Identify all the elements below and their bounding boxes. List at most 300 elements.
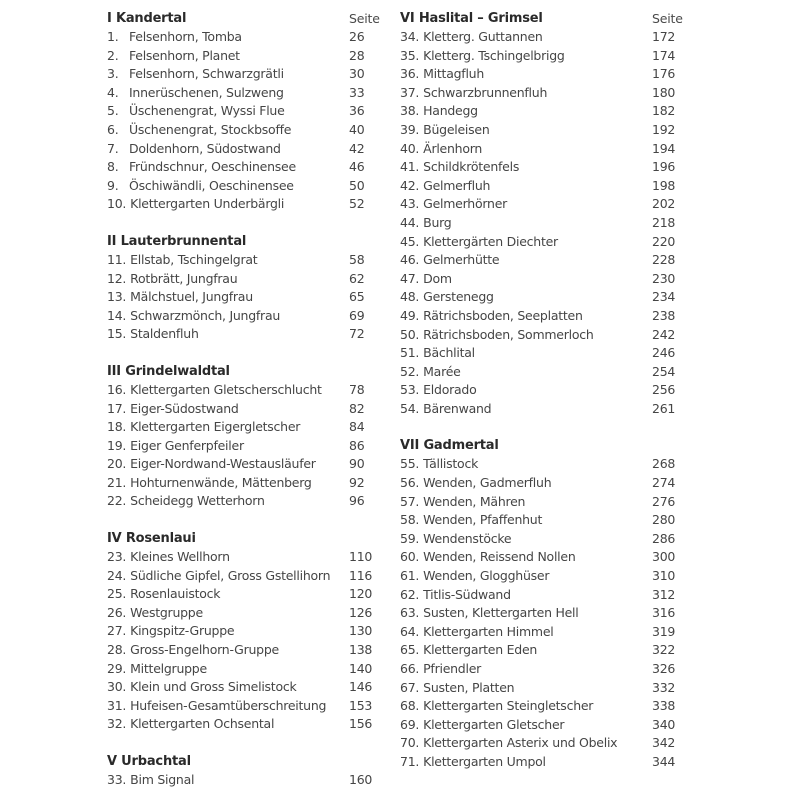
entry-title: Klettergarten Underbärgli	[130, 196, 285, 212]
toc-entry[interactable]	[400, 455, 690, 474]
entry-title: Eldorado	[423, 382, 477, 398]
entry-number: 46.	[400, 252, 420, 268]
entry-title: Fründschnur, Oeschinensee	[129, 159, 296, 175]
toc-entry[interactable]	[107, 158, 377, 177]
entry-page-number: 78	[349, 381, 365, 397]
toc-entry[interactable]	[107, 660, 377, 679]
section-title: III Grindelwaldtal	[107, 363, 230, 379]
toc-section-ii-lauterbrunnental	[107, 232, 377, 344]
toc-entry[interactable]	[107, 140, 377, 159]
toc-entry[interactable]	[107, 288, 377, 307]
entry-page-number: 153	[349, 697, 373, 713]
entry-title: Marée	[423, 363, 461, 379]
entry-number: 49.	[400, 307, 420, 323]
toc-entry[interactable]	[400, 214, 690, 233]
entry-title: Klettergarten Asterix und Obelix	[423, 735, 618, 751]
entry-title: Klettergarten Steingletscher	[423, 698, 594, 714]
entry-number: 9.	[107, 177, 119, 193]
entry-page-number: 176	[652, 66, 676, 82]
toc-section-v-urbachtal	[107, 752, 377, 790]
entry-page-number: 198	[652, 177, 676, 193]
toc-entry[interactable]	[107, 622, 377, 641]
entry-title: Mälchstuel, Jungfrau	[130, 289, 253, 305]
entry-number: 30.	[107, 679, 127, 695]
toc-entry[interactable]	[400, 660, 690, 679]
toc-entry[interactable]	[400, 493, 690, 512]
toc-entry[interactable]	[400, 567, 690, 586]
entry-page-number: 36	[349, 103, 365, 119]
entry-page-number: 30	[349, 66, 365, 82]
toc-entry[interactable]	[107, 381, 377, 400]
entry-title: Wenden, Mähren	[423, 493, 526, 509]
entry-number: 2.	[107, 47, 119, 63]
entry-title: Kingspitz-Gruppe	[130, 623, 235, 639]
entry-page-number: 62	[349, 270, 365, 286]
entry-page-number: 218	[652, 214, 676, 230]
entry-page-number: 126	[349, 604, 373, 620]
toc-entry[interactable]	[107, 641, 377, 660]
toc-entry[interactable]	[107, 400, 377, 419]
entry-page-number: 300	[652, 549, 676, 565]
entry-number: 44.	[400, 214, 420, 230]
section-gap	[107, 344, 377, 362]
entry-number: 4.	[107, 84, 119, 100]
entry-number: 68.	[400, 698, 420, 714]
entry-title: Wenden, Pfaffenhut	[423, 512, 543, 528]
toc-entry[interactable]	[400, 344, 690, 363]
entry-page-number: 92	[349, 474, 365, 490]
entry-page-number: 120	[349, 586, 373, 602]
toc-entry[interactable]	[107, 307, 377, 326]
toc-entry[interactable]	[107, 177, 377, 196]
entry-number: 65.	[400, 642, 420, 658]
section-heading	[107, 362, 377, 381]
toc-entry[interactable]	[400, 753, 690, 772]
entry-page-number: 180	[652, 84, 676, 100]
section-heading	[107, 9, 380, 28]
entry-number: 71.	[400, 753, 420, 769]
toc-entry[interactable]	[107, 585, 377, 604]
toc-entry[interactable]	[107, 437, 377, 456]
entry-page-number: 138	[349, 642, 373, 658]
entry-title: Bim Signal	[130, 772, 195, 787]
entry-page-number: 130	[349, 623, 373, 639]
toc-entry[interactable]	[400, 530, 690, 549]
page-column-label: Seite	[349, 11, 380, 26]
entry-title: Susten, Platten	[423, 679, 515, 695]
entry-title: Öschiwändli, Oeschinensee	[129, 177, 294, 193]
entry-page-number: 310	[652, 568, 676, 584]
entry-page-number: 332	[652, 679, 676, 695]
entry-title: Handegg	[423, 103, 478, 119]
entry-page-number: 182	[652, 103, 676, 119]
page-column-label: Seite	[652, 11, 683, 26]
entry-page-number: 84	[349, 419, 365, 435]
toc-entry[interactable]	[400, 233, 690, 252]
entry-page-number: 242	[652, 326, 676, 342]
entry-page-number: 196	[652, 159, 676, 175]
entry-title: Gelmerhütte	[423, 252, 500, 268]
entry-page-number: 110	[349, 549, 373, 565]
entry-number: 60.	[400, 549, 420, 565]
toc-entry[interactable]	[400, 270, 690, 289]
entry-number: 5.	[107, 103, 119, 119]
entry-title: Eiger-Südostwand	[130, 400, 239, 416]
toc-section-vii-gadmertal	[400, 436, 690, 771]
toc-section-vi-haslital-grimsel	[400, 9, 690, 418]
entry-title: Bächlital	[423, 345, 475, 361]
entry-title: Klettergarten Gletscher	[423, 716, 565, 732]
toc-entry[interactable]	[400, 381, 690, 400]
entry-page-number: 72	[349, 326, 365, 342]
entry-page-number: 172	[652, 29, 676, 44]
entry-number: 38.	[400, 103, 420, 119]
toc-entry[interactable]	[400, 474, 690, 493]
section-heading	[107, 232, 377, 251]
entry-page-number: 174	[652, 47, 676, 63]
entry-page-number: 344	[652, 753, 676, 769]
entry-page-number: 280	[652, 512, 676, 528]
toc-entry[interactable]	[400, 177, 690, 196]
toc-entry[interactable]	[107, 548, 377, 567]
toc-entry[interactable]	[400, 641, 690, 660]
entry-title: Pfriendler	[423, 661, 482, 676]
entry-title: Staldenfluh	[130, 326, 199, 342]
entry-page-number: 26	[349, 29, 365, 44]
entry-title: Klein und Gross Simelistock	[130, 679, 297, 695]
entry-number: 43.	[400, 196, 420, 212]
toc-section-iv-rosenlaui	[107, 529, 377, 734]
entry-title: Innerüschenen, Sulzweng	[129, 84, 284, 100]
entry-title: Klettergarten Ochsental	[130, 716, 275, 732]
section-heading	[400, 9, 690, 28]
entry-title: Klettergarten Gletscherschlucht	[130, 381, 322, 397]
toc-entry[interactable]	[400, 400, 690, 419]
entry-page-number: 28	[349, 47, 365, 63]
entry-number: 12.	[107, 270, 127, 286]
entry-title: Hohturnenwände, Mättenberg	[130, 474, 312, 490]
entry-title: Schildkrötenfels	[423, 159, 520, 175]
entry-title: Westgruppe	[130, 604, 203, 620]
entry-number: 53.	[400, 382, 420, 398]
entry-number: 6.	[107, 121, 119, 137]
entry-page-number: 228	[652, 252, 676, 268]
entry-page-number: 319	[652, 623, 676, 639]
entry-page-number: 338	[652, 698, 676, 714]
entry-title: Gelmerfluh	[423, 177, 491, 193]
entry-number: 10.	[107, 196, 127, 212]
entry-title: Klettergarten Umpol	[423, 753, 546, 769]
entry-number: 31.	[107, 697, 127, 713]
entry-number: 59.	[400, 530, 420, 546]
toc-entry[interactable]	[400, 734, 690, 753]
entry-title: Üschenengrat, Stockbsoffe	[129, 121, 292, 137]
entry-page-number: 156	[349, 716, 373, 732]
entry-title: Kletterg. Guttannen	[423, 29, 543, 44]
toc-entry[interactable]	[400, 604, 690, 623]
entry-page-number: 58	[349, 251, 365, 267]
toc-entry[interactable]	[107, 418, 377, 437]
entry-page-number: 96	[349, 493, 365, 509]
entry-title: Wenden, Gadmerfluh	[423, 475, 552, 491]
entry-number: 13.	[107, 289, 127, 305]
toc-entry[interactable]	[400, 548, 690, 567]
entry-number: 3.	[107, 66, 119, 82]
toc-entry[interactable]	[107, 251, 377, 270]
entry-page-number: 326	[652, 661, 676, 676]
toc-entry[interactable]	[107, 697, 377, 716]
entry-page-number: 140	[349, 660, 373, 676]
entry-number: 21.	[107, 474, 127, 490]
entry-number: 14.	[107, 307, 127, 323]
toc-entry[interactable]	[107, 678, 377, 697]
entry-title: Hufeisen-Gesamtüberschreitung	[130, 697, 327, 713]
entry-number: 37.	[400, 84, 420, 100]
entry-title: Ärlenhorn	[423, 140, 483, 156]
entry-title: Gelmerhörner	[423, 196, 508, 212]
toc-entry[interactable]	[400, 307, 690, 326]
toc-entry[interactable]	[400, 158, 690, 177]
entry-title: Klettergarten Eigergletscher	[130, 419, 301, 435]
entry-number: 11.	[107, 251, 127, 267]
entry-number: 42.	[400, 177, 420, 193]
entry-number: 52.	[400, 363, 420, 379]
toc-entry[interactable]	[107, 715, 377, 734]
toc-section-iii-grindelwaldtal	[107, 362, 377, 511]
entry-number: 67.	[400, 679, 420, 695]
entry-page-number: 82	[349, 400, 365, 416]
entry-page-number: 194	[652, 140, 676, 156]
entry-page-number: 254	[652, 363, 676, 379]
entry-title: Rätrichsboden, Seeplatten	[423, 307, 583, 323]
entry-page-number: 146	[349, 679, 373, 695]
toc-entry[interactable]	[400, 679, 690, 698]
entry-page-number: 274	[652, 475, 676, 491]
entry-page-number: 160	[349, 772, 373, 787]
toc-entry[interactable]	[107, 195, 377, 214]
toc-section-i-kandertal	[107, 9, 380, 214]
entry-title: Kleines Wellhorn	[130, 549, 230, 565]
toc-left-column	[107, 9, 380, 790]
toc-entry[interactable]	[107, 270, 377, 289]
section-heading	[400, 436, 690, 455]
entry-page-number: 50	[349, 177, 365, 193]
entry-title: Felsenhorn, Schwarzgrätli	[129, 66, 284, 82]
entry-title: Dom	[423, 270, 452, 286]
section-title: VII Gadmertal	[400, 438, 499, 454]
entry-page-number: 46	[349, 159, 365, 175]
entry-title: Gerstenegg	[423, 289, 494, 305]
toc-right-column	[400, 9, 690, 772]
entry-number: 55.	[400, 456, 420, 472]
entry-number: 47.	[400, 270, 420, 286]
entry-title: Scheidegg Wetterhorn	[130, 493, 265, 509]
toc-entry[interactable]	[107, 325, 377, 344]
entry-page-number: 322	[652, 642, 676, 658]
entry-number: 7.	[107, 140, 119, 156]
entry-number: 25.	[107, 586, 127, 602]
toc-entry[interactable]	[107, 492, 377, 511]
toc-entry[interactable]	[107, 474, 377, 493]
entry-number: 32.	[107, 716, 127, 732]
entry-title: Rotbrätt, Jungfrau	[130, 270, 238, 286]
entry-page-number: 246	[652, 345, 676, 361]
entry-title: Südliche Gipfel, Gross Gstellihorn	[130, 567, 331, 583]
toc-entry[interactable]	[107, 455, 377, 474]
toc-entry[interactable]	[107, 121, 377, 140]
entry-page-number: 69	[349, 307, 365, 323]
section-gap	[107, 511, 377, 529]
toc-entry[interactable]	[107, 47, 377, 66]
entry-number: 69.	[400, 716, 420, 732]
entry-number: 19.	[107, 437, 127, 453]
entry-number: 57.	[400, 493, 420, 509]
entry-title: Klettergärten Diechter	[423, 233, 558, 249]
toc-entry[interactable]	[400, 363, 690, 382]
entry-title: Klettergarten Himmel	[423, 623, 554, 639]
entry-number: 39.	[400, 121, 420, 137]
entry-title: Susten, Klettergarten Hell	[423, 605, 579, 621]
toc-entry[interactable]	[400, 623, 690, 642]
toc-entry[interactable]	[400, 586, 690, 605]
toc-entry[interactable]	[107, 567, 377, 586]
entry-number: 20.	[107, 456, 127, 472]
section-heading	[107, 752, 377, 771]
entry-number: 22.	[107, 493, 127, 509]
entry-page-number: 238	[652, 307, 676, 323]
toc-entry[interactable]	[400, 28, 690, 47]
entry-number: 45.	[400, 233, 420, 249]
section-title: IV Rosenlaui	[107, 531, 196, 547]
entry-page-number: 340	[652, 716, 676, 732]
toc-entry[interactable]	[400, 697, 690, 716]
entry-number: 51.	[400, 345, 420, 361]
entry-number: 56.	[400, 475, 420, 491]
entry-page-number: 220	[652, 233, 676, 249]
toc-entry[interactable]	[400, 326, 690, 345]
entry-page-number: 52	[349, 196, 365, 212]
entry-title: Wenden, Glogghüser	[423, 568, 550, 584]
section-heading	[107, 529, 377, 548]
entry-title: Mittelgruppe	[130, 660, 207, 676]
entry-page-number: 116	[349, 567, 373, 583]
entry-page-number: 268	[652, 456, 676, 472]
section-gap	[107, 214, 377, 232]
entry-number: 34.	[400, 29, 420, 44]
entry-number: 48.	[400, 289, 420, 305]
entry-page-number: 316	[652, 605, 676, 621]
entry-title: Kletterg. Tschingelbrigg	[423, 47, 565, 63]
entry-number: 64.	[400, 623, 420, 639]
section-gap	[400, 418, 690, 436]
entry-title: Üschenengrat, Wyssi Flue	[129, 103, 285, 119]
entry-title: Rosenlauistock	[130, 586, 221, 602]
entry-title: Schwarzmönch, Jungfrau	[130, 307, 281, 323]
entry-title: Doldenhorn, Südostwand	[129, 140, 281, 156]
entry-number: 62.	[400, 586, 420, 602]
toc-entry[interactable]	[107, 65, 377, 84]
entry-page-number: 65	[349, 289, 365, 305]
section-gap	[107, 734, 377, 752]
entry-number: 26.	[107, 604, 127, 620]
entry-number: 66.	[400, 661, 420, 676]
entry-number: 54.	[400, 400, 420, 416]
entry-title: Schwarzbrunnenfluh	[423, 84, 548, 100]
entry-title: Eiger Genferpfeiler	[130, 437, 244, 453]
entry-page-number: 234	[652, 289, 676, 305]
entry-page-number: 33	[349, 84, 365, 100]
entry-page-number: 312	[652, 586, 676, 602]
toc-entry[interactable]	[400, 102, 690, 121]
entry-page-number: 342	[652, 735, 676, 751]
toc-entry[interactable]	[107, 604, 377, 623]
entry-number: 36.	[400, 66, 420, 82]
entry-page-number: 40	[349, 121, 365, 137]
entry-page-number: 261	[652, 400, 676, 416]
toc-entry[interactable]	[400, 65, 690, 84]
toc-entry[interactable]	[107, 84, 377, 103]
entry-number: 58.	[400, 512, 420, 528]
entry-number: 23.	[107, 549, 127, 565]
entry-page-number: 202	[652, 196, 676, 212]
entry-number: 61.	[400, 568, 420, 584]
entry-title: Bügeleisen	[423, 121, 490, 137]
entry-number: 18.	[107, 419, 127, 435]
entry-page-number: 42	[349, 140, 365, 156]
entry-page-number: 230	[652, 270, 676, 286]
entry-number: 16.	[107, 381, 127, 397]
entry-number: 15.	[107, 326, 127, 342]
entry-number: 41.	[400, 159, 420, 175]
entry-number: 28.	[107, 642, 127, 658]
entry-number: 33.	[107, 772, 127, 787]
entry-number: 29.	[107, 660, 127, 676]
toc-entry[interactable]	[107, 28, 377, 47]
entry-number: 70.	[400, 735, 420, 751]
entry-title: Titlis-Südwand	[423, 586, 511, 602]
section-title: I Kandertal	[107, 11, 187, 26]
toc-entry[interactable]	[400, 84, 690, 103]
toc-entry[interactable]	[107, 771, 377, 790]
toc-entry[interactable]	[400, 121, 690, 140]
toc-entry[interactable]	[400, 47, 690, 66]
entry-title: Mittagfluh	[423, 66, 485, 82]
toc-entry[interactable]	[400, 511, 690, 530]
entry-number: 35.	[400, 47, 420, 63]
entry-number: 40.	[400, 140, 420, 156]
toc-entry[interactable]	[400, 140, 690, 159]
toc-entry[interactable]	[400, 195, 690, 214]
toc-entry[interactable]	[400, 716, 690, 735]
toc-entry[interactable]	[400, 251, 690, 270]
entry-title: Wenden, Reissend Nollen	[423, 549, 576, 565]
entry-title: Rätrichsboden, Sommerloch	[423, 326, 594, 342]
toc-entry[interactable]	[400, 288, 690, 307]
section-title: VI Haslital – Grimsel	[400, 11, 543, 26]
entry-number: 27.	[107, 623, 127, 639]
entry-number: 63.	[400, 605, 420, 621]
entry-number: 24.	[107, 567, 127, 583]
entry-title: Tällistock	[423, 456, 479, 472]
toc-entry[interactable]	[107, 102, 377, 121]
entry-page-number: 276	[652, 493, 676, 509]
section-title: II Lauterbrunnental	[107, 233, 247, 249]
entry-page-number: 86	[349, 437, 365, 453]
entry-page-number: 90	[349, 456, 365, 472]
entry-number: 50.	[400, 326, 420, 342]
entry-title: Ellstab, Tschingelgrat	[130, 251, 258, 267]
entry-title: Gross-Engelhorn-Gruppe	[130, 642, 279, 658]
